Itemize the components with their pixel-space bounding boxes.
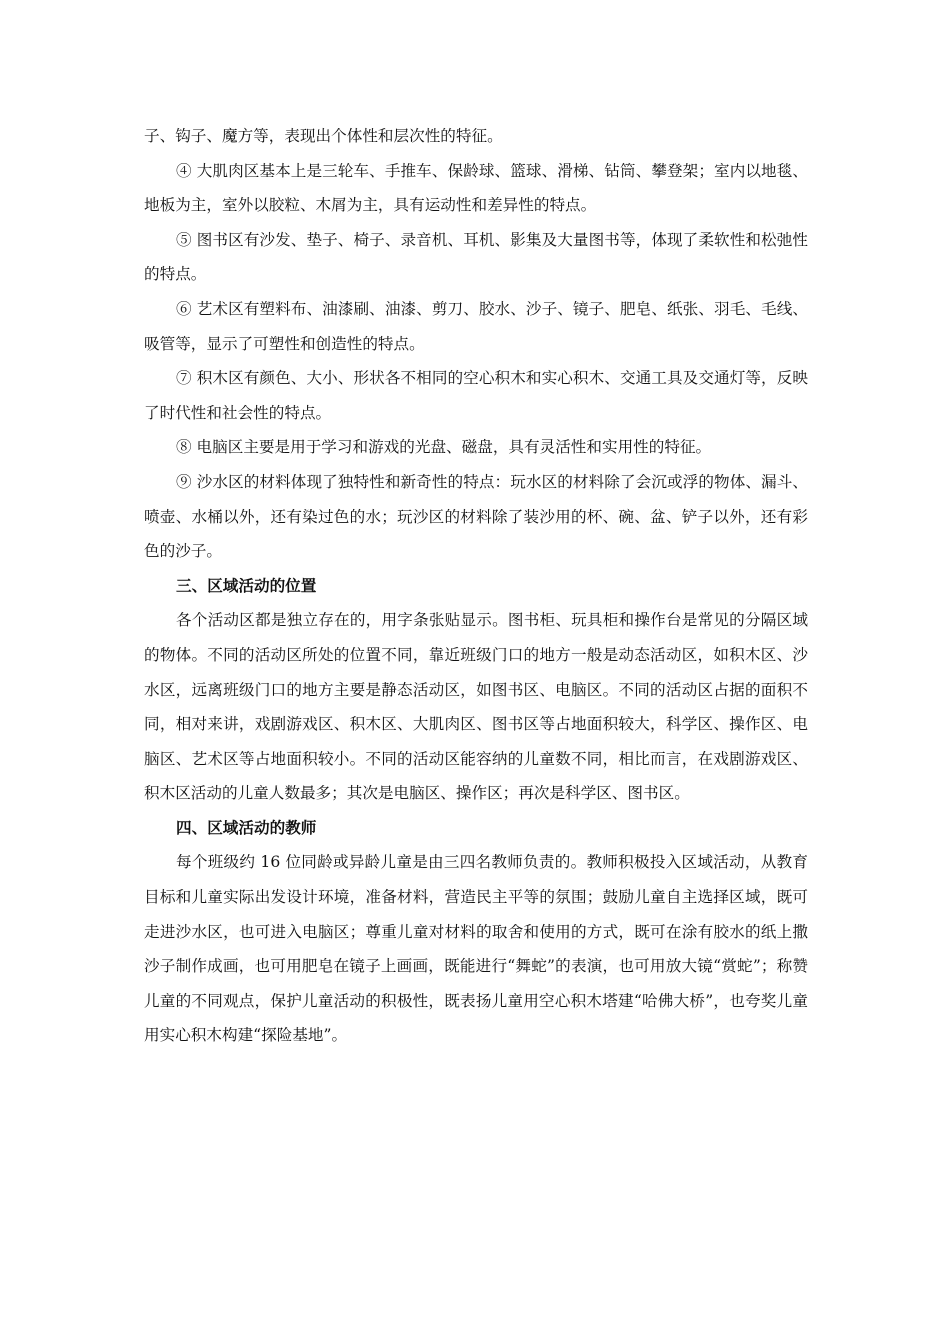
section-heading-location: 三、区域活动的位置: [176, 575, 317, 595]
paragraph-computer-area: ⑧ 电脑区主要是用于学习和游戏的光盘、磁盘，具有灵活性和实用性的特征。: [176, 438, 712, 457]
paragraph-library-area: ⑤ 图书区有沙发、垫子、椅子、录音机、耳机、影集及大量图书等，体现了柔软性和松弛性的特点。: [144, 230, 808, 284]
paragraph-gross-motor-area: ④ 大肌肉区基本上是三轮车、手推车、保龄球、篮球、滑梯、钻筒、攀登架；室内以地毯、地板为主，室外以胶粒、木屑为主，具有运动性和差异性的特点。: [144, 161, 808, 215]
paragraph-art-area: ⑥ 艺术区有塑料布、油漆刷、油漆、剪刀、胶水、沙子、镜子、肥皂、纸张、羽毛、毛线、吸管等，显示了可塑性和创造性的特点。: [144, 299, 808, 353]
paragraph-sand-water-area: ⑨ 沙水区的材料体现了独特性和新奇性的特点：玩水区的材料除了会沉或浮的物体、漏斗、喷壶、水桶以外，还有染过色的水；玩沙区的材料除了装沙用的杯、碗、盆、铲子以外，还有彩色的沙子。: [144, 472, 808, 561]
section-heading-teachers: 四、区域活动的教师: [176, 817, 317, 837]
paragraph-continuation: 子、钩子、魔方等，表现出个体性和层次性的特征。: [144, 127, 503, 145]
paragraph-block-area: ⑦ 积木区有颜色、大小、形状各不相同的空心积木和实心积木、交通工具及交通灯等，反映了时代性和社会性的特点。: [144, 369, 808, 422]
paragraph-location: 各个活动区都是独立存在的，用字条张贴显示。图书柜、玩具柜和操作台是常见的分隔区域的物体。不同的活动区所处的位置不同，靠近班级门口的地方一般是动态活动区，如积木区、沙水区，远离班级门口的地方主要是静态活动区，如图书区、电脑区。不同的活动区占据的面积不同，相对来讲，戏剧游戏区、积木区、大肌肉区、图书区等占地面积较大，科学区、操作区、电脑区、艺术区等占地面积较小。不同的活动区能容纳的儿童数不同，相比而言，在戏剧游戏区、积木区活动的儿童人数最多；其次是电脑区、操作区；再次是科学区、图书区。: [144, 611, 808, 803]
paragraph-teachers: 每个班级约 16 位同龄或异龄儿童是由三四名教师负责的。教师积极投入区域活动，从教育目标和儿童实际出发设计环境，准备材料，营造民主平等的氛围；鼓励儿童自主选择区域，既可走进沙水区，也可进入电脑区；尊重儿童对材料的取舍和使用的方式，既可在涂有胶水的纸上撒沙子制作成画，也可用肥皂在镜子上画画，既能进行“舞蛇”的表演，也可用放大镜“赏蛇”；称赞儿童的不同观点，保护儿童活动的积极性，既表扬儿童用空心积木塔建“哈佛大桥”，也夸奖儿童用实心积木构建“探险基地”。: [144, 853, 808, 1045]
document-page: [144, 119, 808, 1053]
